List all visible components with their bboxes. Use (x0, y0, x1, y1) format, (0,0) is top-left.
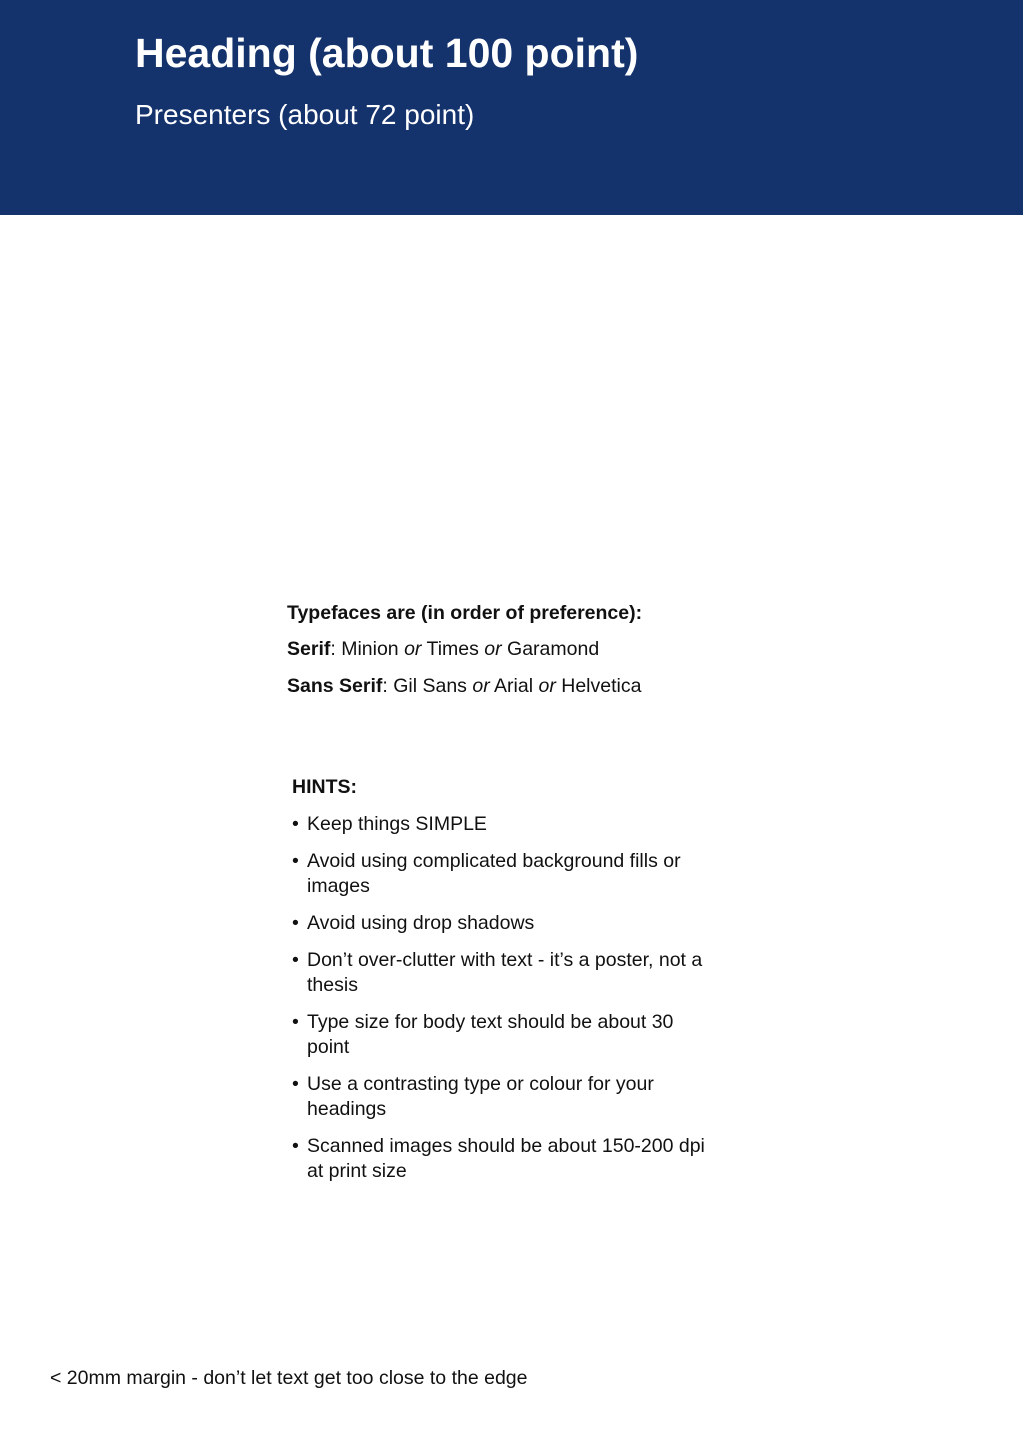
hint-item (292, 1010, 712, 1060)
poster-heading: Heading (about 100 point) (135, 30, 639, 76)
hint-text: Type size for body text should be about 30 point (307, 1011, 674, 1058)
serif-font: Minion (341, 638, 399, 661)
hint-text: Use a contrasting type or colour for your headings (307, 1073, 654, 1120)
sans-serif-font: Gil Sans (393, 674, 467, 697)
typefaces-section (287, 602, 707, 711)
or-separator: or (404, 638, 422, 661)
hint-item (292, 1134, 712, 1184)
bullet-icon: • (292, 850, 299, 872)
serif-label: Serif (287, 638, 331, 661)
hint-item (292, 948, 712, 998)
bullet-icon: • (292, 1135, 299, 1157)
margin-note: < 20mm margin - don’t let text get too close to the edge (50, 1367, 528, 1389)
hint-item (292, 1072, 712, 1122)
hint-text: Scanned images should be about 150-200 dpi at print size (307, 1135, 705, 1182)
hint-item (292, 849, 712, 899)
presenters-line: Presenters (about 72 point) (135, 99, 475, 130)
hint-text: Don’t over-clutter with text - it’s a poster, not a thesis (307, 949, 703, 996)
or-separator: or (472, 674, 490, 697)
serif-line: Serif: Minion or Times or Garamond (287, 638, 600, 661)
serif-font: Garamond (507, 638, 600, 661)
typefaces-heading: Typefaces are (in order of preference): (287, 602, 643, 624)
serif-font: Times (426, 638, 479, 661)
hints-section (292, 775, 712, 1196)
bullet-icon: • (292, 1073, 299, 1095)
hint-text: Avoid using complicated background fills or images (307, 850, 681, 897)
hint-text: Keep things SIMPLE (307, 813, 487, 835)
sans-serif-label: Sans Serif (287, 674, 383, 697)
hints-list (292, 812, 712, 1184)
bullet-icon: • (292, 912, 299, 934)
sans-serif-line: Sans Serif: Gil Sans or Arial or Helvetica (287, 674, 642, 697)
hints-title: HINTS: (292, 776, 357, 798)
hint-item (292, 812, 712, 837)
sans-serif-font: Helvetica (561, 674, 642, 697)
bullet-icon: • (292, 949, 299, 971)
header-band (0, 0, 1023, 215)
bullet-icon: • (292, 813, 299, 835)
bullet-icon: • (292, 1011, 299, 1033)
or-separator: or (538, 674, 556, 697)
hint-text: Avoid using drop shadows (307, 912, 535, 934)
or-separator: or (484, 638, 502, 661)
sans-serif-font: Arial (494, 674, 534, 697)
hint-item (292, 911, 712, 936)
